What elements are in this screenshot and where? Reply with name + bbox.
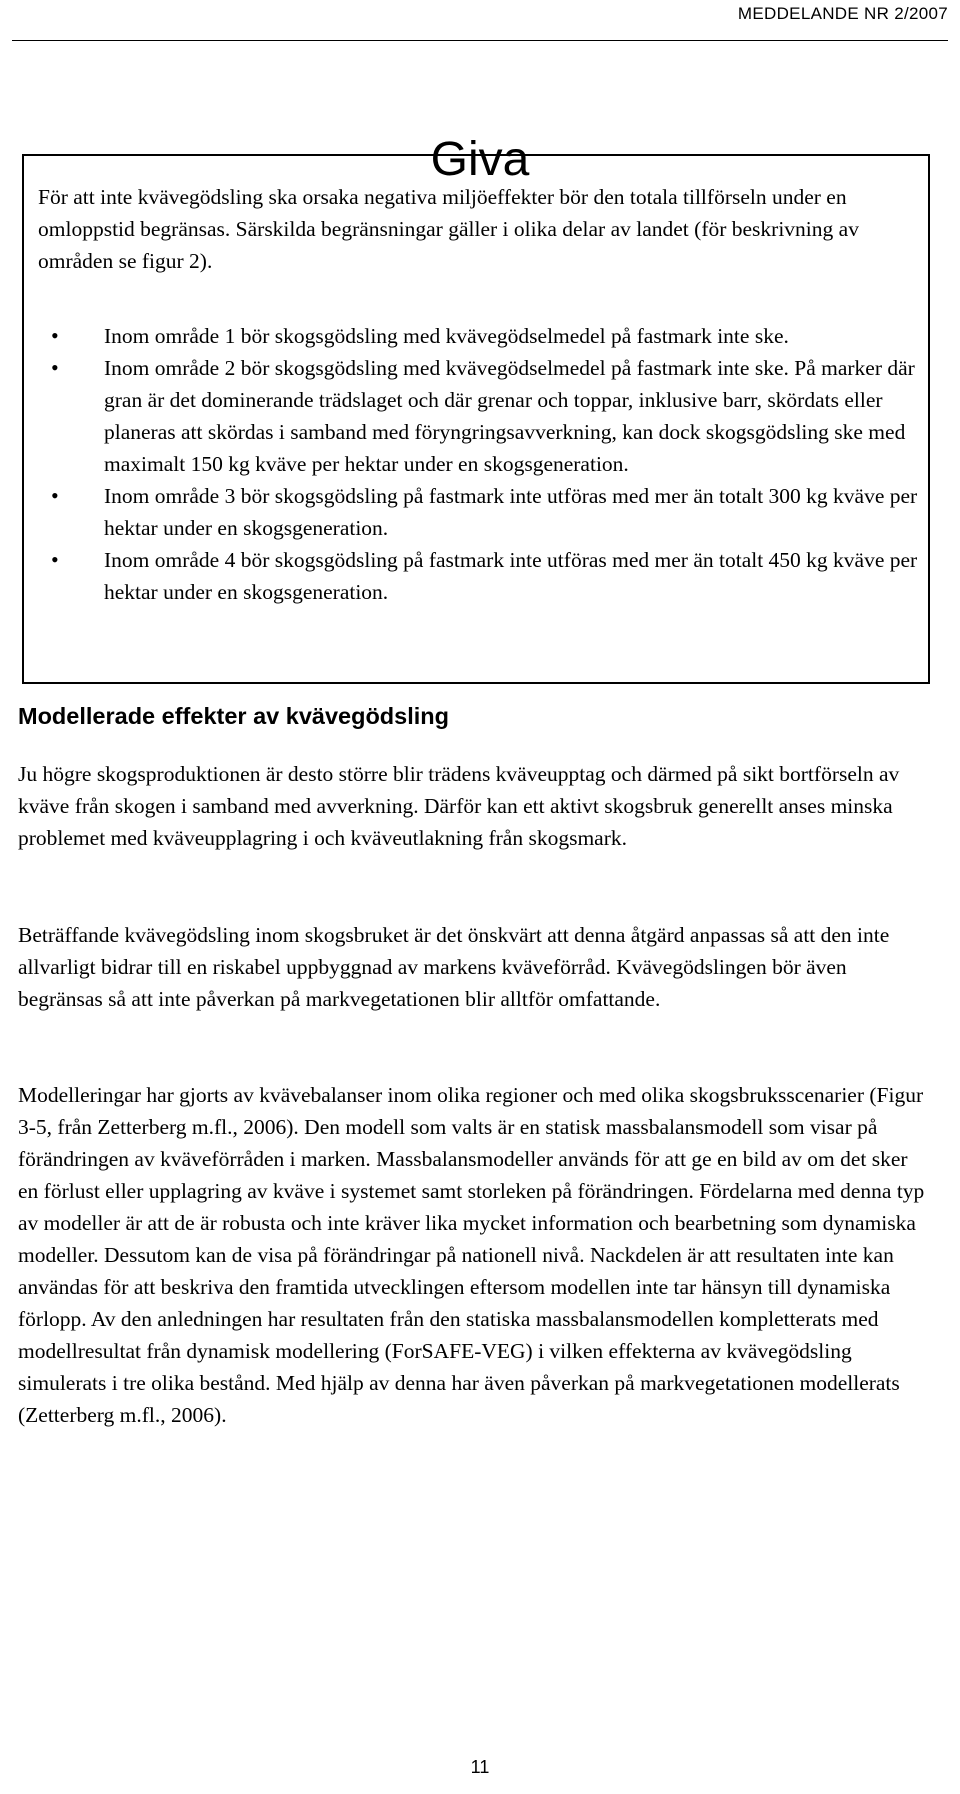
list-item-text: Inom område 1 bör skogsgödsling med kvävegödselmedel på fastmark inte ske. bbox=[104, 324, 789, 348]
bullet-icon: • bbox=[51, 323, 59, 348]
list-item-text: Inom område 4 bör skogsgödsling på fastmark inte utföras med mer än totalt 450 kg kväve per hektar under en skogsgeneration. bbox=[104, 548, 918, 604]
bullet-icon: • bbox=[51, 483, 59, 508]
list-item-text: Inom område 3 bör skogsgödsling på fastmark inte utföras med mer än totalt 300 kg kväve per hektar under en skogsgeneration. bbox=[104, 484, 918, 540]
body-paragraph: Ju högre skogsproduktionen är desto större blir trädens kväveupptag och därmed på sikt bortförseln av kväve från skogen i samband med avverkning. Därför kan ett aktivt skogsbruk generellt anses minska problemet med kväveupplagring i och kväveutlakning från skogsmark. bbox=[18, 762, 900, 850]
bullet-list bbox=[24, 320, 924, 608]
list-item-text: Inom område 2 bör skogsgödsling med kvävegödselmedel på fastmark inte ske. På marker där gran är det dominerande trädslaget och där grenar och toppar, inklusive barr, skördats eller planeras att skördas i samband med föryngringsavverkning, kan dock skogsgödsling ske med maximalt 150 kg kväve per hektar under en skogsgeneration. bbox=[104, 356, 915, 476]
subheading: Modellerade effekter av kvävegödsling bbox=[18, 703, 449, 729]
page-number: 11 bbox=[470, 1757, 490, 1777]
bullet-icon: • bbox=[51, 547, 59, 572]
list-item bbox=[24, 320, 924, 352]
bullet-icon: • bbox=[51, 355, 59, 380]
box-intro: För att inte kvävegödsling ska orsaka negativa miljöeffekter bör den totala tillförseln under en omloppstid begränsas. Särskilda begränsningar gäller i olika delar av landet (för beskrivning av områden se figur 2). bbox=[38, 185, 859, 273]
section-title: Giva bbox=[430, 133, 530, 187]
body-paragraph: Beträffande kvävegödsling inom skogsbruket är det önskvärt att denna åtgärd anpassas så att den inte allvarligt bidrar till en riskabel uppbyggnad av markens kväveförråd. Kvävegödslingen bör även begränsas så att inte påverkan på markvegetationen blir alltför omfattande. bbox=[18, 923, 890, 1011]
recommendation-box bbox=[22, 154, 930, 684]
header-rule bbox=[12, 40, 948, 41]
body-paragraph: Modelleringar har gjorts av kvävebalanser inom olika regioner och med olika skogsbruksscenarier (Figur 3-5, från Zetterberg m.fl., 2006). Den modell som valts är en statisk massbalansmodell som visar på förändringen av kväveförråden i marken. Massbalansmodeller används för att ge en bild av om det sker en förlust eller upplagring av kväve i systemet samt storleken på förändringen. Fördelarna med denna typ av modeller är att de är robusta och inte kräver lika mycket information och bearbetning som dynamiska modeller. Dessutom kan de visa på förändringar på nationell nivå. Nackdelen är att resultaten inte kan användas för att beskriva den framtida utvecklingen eftersom modellen inte tar hänsyn till dynamiska förlopp. Av den anledningen har resultaten från den statiska massbalansmodellen kompletterats med modellresultat från dynamisk modellering (ForSAFE-VEG) i vilken effekterna av kvävegödsling simulerats i tre olika bestånd. Med hjälp av denna har även påverkan på markvegetationen modellerats (Zetterberg m.fl., 2006). bbox=[18, 1083, 925, 1427]
list-item bbox=[24, 352, 924, 480]
list-item bbox=[24, 544, 924, 608]
running-header: MEDDELANDE NR 2/2007 bbox=[737, 4, 948, 23]
list-item bbox=[24, 480, 924, 544]
